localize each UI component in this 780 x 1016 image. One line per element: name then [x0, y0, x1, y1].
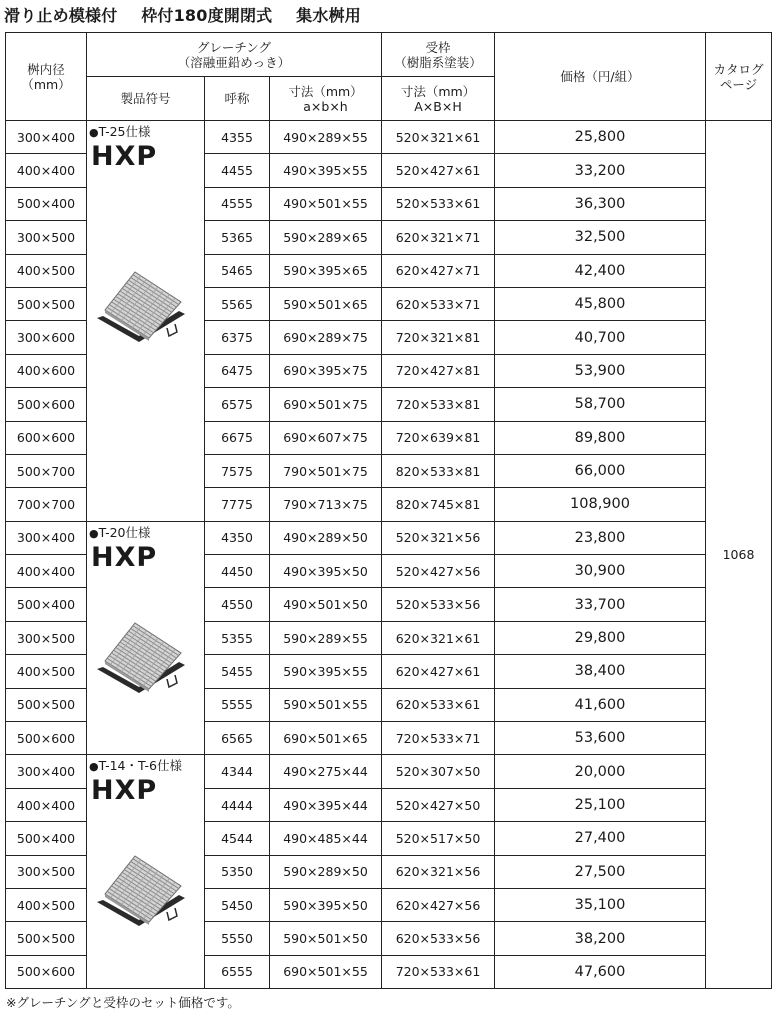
price-cell: 53,600: [495, 722, 706, 755]
frame-dimension-cell: 720×321×81: [382, 321, 495, 354]
dimension-cell: 790×501×75: [270, 454, 382, 487]
product-cell: [87, 521, 205, 755]
dimension-cell: 490×501×50: [270, 588, 382, 621]
price-cell: 38,400: [495, 655, 706, 688]
inner-size-cell: 500×500: [6, 287, 87, 320]
spec-label: [89, 122, 204, 140]
grating-illustration-icon: [95, 266, 187, 351]
price-cell: 89,800: [495, 421, 706, 454]
dimension-cell: 490×289×50: [270, 521, 382, 554]
inner-size-cell: 300×600: [6, 321, 87, 354]
header-frame-dimension: 寸法（mm） A×B×H: [382, 77, 495, 121]
inner-size-cell: 400×500: [6, 888, 87, 921]
price-cell: 66,000: [495, 454, 706, 487]
table-row: [6, 755, 772, 788]
dimension-cell: 490×395×55: [270, 154, 382, 187]
frame-dimension-cell: 520×321×56: [382, 521, 495, 554]
price-table: [5, 32, 772, 989]
header-dimension: 寸法（mm） a×b×h: [270, 77, 382, 121]
inner-size-cell: 500×600: [6, 388, 87, 421]
title-segment: 集水桝用: [296, 6, 361, 25]
spec-text: T-14・T-6仕様: [98, 758, 182, 774]
dimension-cell: 590×501×55: [270, 688, 382, 721]
dimension-cell: 690×501×55: [270, 955, 382, 988]
dimension-cell: 590×289×55: [270, 621, 382, 654]
dimension-cell: 490×485×44: [270, 822, 382, 855]
price-cell: 25,100: [495, 788, 706, 821]
inner-size-cell: 500×600: [6, 722, 87, 755]
frame-dimension-cell: 720×533×81: [382, 388, 495, 421]
product-cell: [87, 755, 205, 989]
frame-dimension-cell: 620×533×56: [382, 922, 495, 955]
nominal-cell: 6575: [205, 388, 270, 421]
dimension-cell: 490×275×44: [270, 755, 382, 788]
inner-size-cell: 700×700: [6, 488, 87, 521]
nominal-cell: 5465: [205, 254, 270, 287]
frame-dimension-cell: 520×533×61: [382, 187, 495, 220]
nominal-cell: 6555: [205, 955, 270, 988]
nominal-cell: 5565: [205, 287, 270, 320]
table-row: [6, 121, 772, 154]
dimension-cell: 590×501×50: [270, 922, 382, 955]
price-cell: 33,200: [495, 154, 706, 187]
inner-size-cell: 300×500: [6, 221, 87, 254]
nominal-cell: 4550: [205, 588, 270, 621]
price-cell: 35,100: [495, 888, 706, 921]
inner-size-cell: 600×600: [6, 421, 87, 454]
footnote: ※グレーチングと受枠のセット価格です。: [6, 995, 240, 1010]
price-cell: 53,900: [495, 354, 706, 387]
nominal-cell: 6375: [205, 321, 270, 354]
nominal-cell: 4544: [205, 822, 270, 855]
dimension-cell: 590×395×55: [270, 655, 382, 688]
nominal-cell: 6565: [205, 722, 270, 755]
price-cell: 36,300: [495, 187, 706, 220]
dimension-cell: 690×501×75: [270, 388, 382, 421]
header-price: 価格（円/組）: [495, 33, 706, 121]
nominal-cell: 6475: [205, 354, 270, 387]
dimension-cell: 690×395×75: [270, 354, 382, 387]
dimension-cell: 590×289×50: [270, 855, 382, 888]
header-inner-size: 桝内径 （mm）: [6, 33, 87, 121]
price-cell: 27,500: [495, 855, 706, 888]
frame-dimension-cell: 620×321×71: [382, 221, 495, 254]
frame-dimension-cell: 620×427×56: [382, 888, 495, 921]
spec-text: T-20仕様: [98, 524, 151, 540]
frame-dimension-cell: 620×427×61: [382, 655, 495, 688]
nominal-cell: 4450: [205, 555, 270, 588]
frame-dimension-cell: 620×533×61: [382, 688, 495, 721]
dimension-cell: 690×289×75: [270, 321, 382, 354]
page-title: [4, 3, 379, 26]
inner-size-cell: 400×400: [6, 788, 87, 821]
header-grating: グレーチング （溶融亜鉛めっき）: [87, 33, 382, 77]
grating-illustration-icon: [95, 850, 187, 935]
table-row: [6, 521, 772, 554]
frame-dimension-cell: 620×427×71: [382, 254, 495, 287]
catalog-page-cell: 1068: [706, 121, 772, 989]
nominal-cell: 4350: [205, 521, 270, 554]
bullet-icon: ●: [89, 126, 99, 139]
nominal-cell: 7775: [205, 488, 270, 521]
frame-dimension-cell: 520×321×61: [382, 121, 495, 154]
nominal-cell: 4555: [205, 187, 270, 220]
nominal-cell: 6675: [205, 421, 270, 454]
inner-size-cell: 400×400: [6, 154, 87, 187]
nominal-cell: 4444: [205, 788, 270, 821]
inner-size-cell: 400×500: [6, 254, 87, 287]
frame-dimension-cell: 720×639×81: [382, 421, 495, 454]
dimension-cell: 490×395×44: [270, 788, 382, 821]
nominal-cell: 5350: [205, 855, 270, 888]
frame-dimension-cell: 820×533×81: [382, 454, 495, 487]
price-cell: 42,400: [495, 254, 706, 287]
frame-dimension-cell: 620×533×71: [382, 287, 495, 320]
frame-dimension-cell: 520×517×50: [382, 822, 495, 855]
header-frame: 受枠 （樹脂系塗装）: [382, 33, 495, 77]
inner-size-cell: 500×600: [6, 955, 87, 988]
nominal-cell: 5365: [205, 221, 270, 254]
inner-size-cell: 500×500: [6, 688, 87, 721]
nominal-cell: 7575: [205, 454, 270, 487]
frame-dimension-cell: 520×427×61: [382, 154, 495, 187]
header-catalog: カタログ ページ: [706, 33, 772, 121]
frame-dimension-cell: 520×307×50: [382, 755, 495, 788]
price-cell: 58,700: [495, 388, 706, 421]
nominal-cell: 4344: [205, 755, 270, 788]
frame-dimension-cell: 720×427×81: [382, 354, 495, 387]
inner-size-cell: 400×400: [6, 555, 87, 588]
price-cell: 29,800: [495, 621, 706, 654]
inner-size-cell: 300×400: [6, 521, 87, 554]
brand-name: HXP: [91, 541, 158, 573]
spec-label: [89, 523, 204, 541]
frame-dimension-cell: 720×533×61: [382, 955, 495, 988]
frame-dimension-cell: 620×321×61: [382, 621, 495, 654]
nominal-cell: 5555: [205, 688, 270, 721]
price-cell: 27,400: [495, 822, 706, 855]
nominal-cell: 5455: [205, 655, 270, 688]
price-cell: 41,600: [495, 688, 706, 721]
header-product-code: 製品符号: [87, 77, 205, 121]
price-cell: 108,900: [495, 488, 706, 521]
price-cell: 20,000: [495, 755, 706, 788]
frame-dimension-cell: 620×321×56: [382, 855, 495, 888]
frame-dimension-cell: 520×427×56: [382, 555, 495, 588]
bullet-icon: ●: [89, 760, 99, 774]
inner-size-cell: 500×400: [6, 588, 87, 621]
dimension-cell: 590×395×50: [270, 888, 382, 921]
dimension-cell: 790×713×75: [270, 488, 382, 521]
header-nominal: 呼称: [205, 77, 270, 121]
bullet-icon: ●: [89, 526, 99, 540]
title-segment: 滑り止め模様付: [4, 6, 118, 25]
frame-dimension-cell: 720×533×71: [382, 722, 495, 755]
nominal-cell: 4355: [205, 121, 270, 154]
inner-size-cell: 300×400: [6, 121, 87, 154]
spec-text: T-25仕様: [98, 124, 151, 139]
frame-dimension-cell: 520×427×50: [382, 788, 495, 821]
nominal-cell: 5355: [205, 621, 270, 654]
dimension-cell: 490×395×50: [270, 555, 382, 588]
price-cell: 32,500: [495, 221, 706, 254]
inner-size-cell: 400×600: [6, 354, 87, 387]
inner-size-cell: 500×500: [6, 922, 87, 955]
title-segment: 枠付180度開閉式: [141, 6, 273, 25]
inner-size-cell: 500×700: [6, 454, 87, 487]
nominal-cell: 4455: [205, 154, 270, 187]
price-cell: 33,700: [495, 588, 706, 621]
price-cell: 38,200: [495, 922, 706, 955]
brand-name: HXP: [91, 141, 158, 172]
dimension-cell: 690×607×75: [270, 421, 382, 454]
dimension-cell: 590×395×65: [270, 254, 382, 287]
product-cell: [87, 121, 205, 522]
dimension-cell: 690×501×65: [270, 722, 382, 755]
spec-label: [89, 756, 204, 774]
inner-size-cell: 500×400: [6, 187, 87, 220]
inner-size-cell: 300×500: [6, 621, 87, 654]
inner-size-cell: 500×400: [6, 822, 87, 855]
dimension-cell: 490×289×55: [270, 121, 382, 154]
brand-name: HXP: [91, 775, 158, 807]
price-cell: 47,600: [495, 955, 706, 988]
dimension-cell: 590×501×65: [270, 287, 382, 320]
frame-dimension-cell: 520×533×56: [382, 588, 495, 621]
inner-size-cell: 300×500: [6, 855, 87, 888]
price-cell: 45,800: [495, 287, 706, 320]
nominal-cell: 5550: [205, 922, 270, 955]
price-cell: 25,800: [495, 121, 706, 154]
price-cell: 23,800: [495, 521, 706, 554]
price-cell: 30,900: [495, 555, 706, 588]
inner-size-cell: 300×400: [6, 755, 87, 788]
inner-size-cell: 400×500: [6, 655, 87, 688]
grating-illustration-icon: [95, 617, 187, 702]
dimension-cell: 490×501×55: [270, 187, 382, 220]
frame-dimension-cell: 820×745×81: [382, 488, 495, 521]
dimension-cell: 590×289×65: [270, 221, 382, 254]
price-cell: 40,700: [495, 321, 706, 354]
nominal-cell: 5450: [205, 888, 270, 921]
